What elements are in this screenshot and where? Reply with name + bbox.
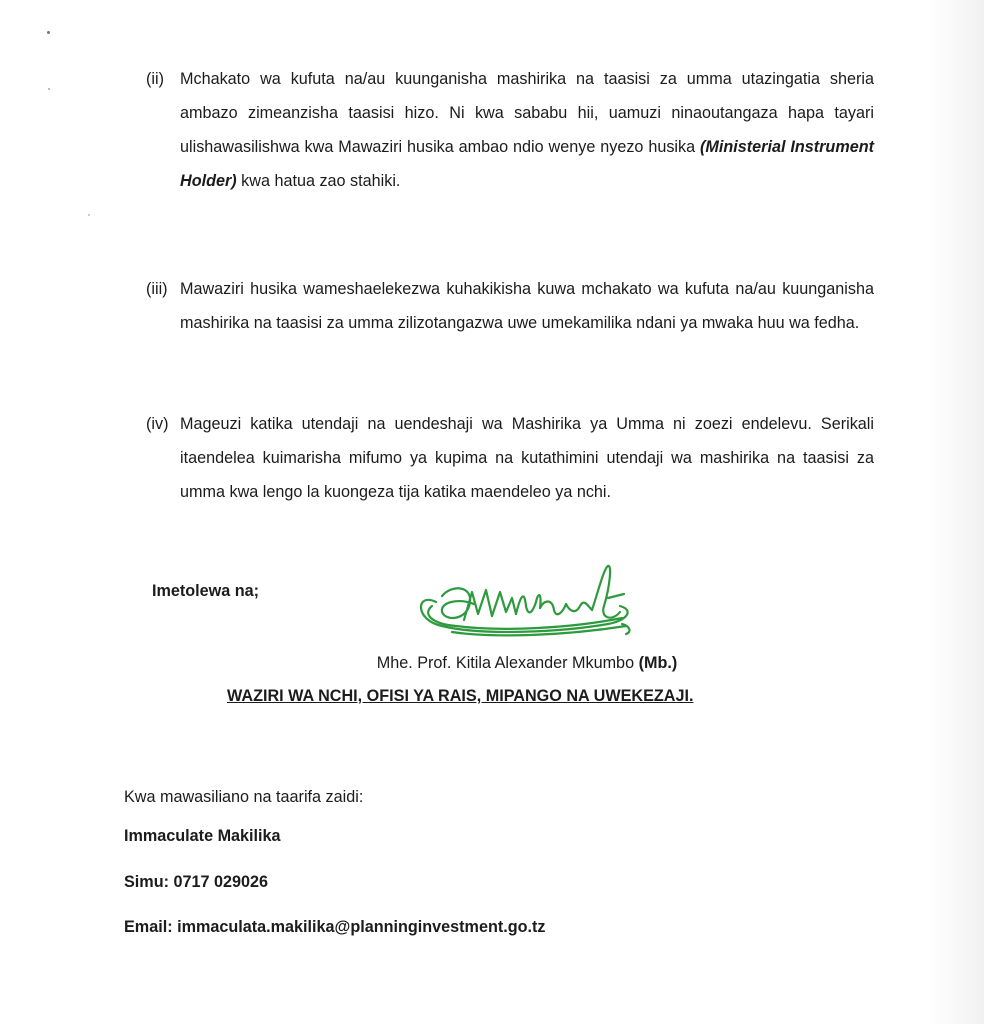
item-text: Mageuzi katika utendaji na uendeshaji wa Mashirika ya Umma ni zoezi endelevu. Serikali itaendelea kuimarisha mifumo ya kupima na kutathimini utendaji wa mashirika na taasisi za umma kwa lengo la kuongeza tija katika maendeleo ya nchi. xyxy=(180,415,874,501)
item-text xyxy=(180,62,874,198)
list-item-iii xyxy=(146,272,874,340)
office-title: WAZIRI WA NCHI, OFISI YA RAIS, MIPANGO NA UWEKEZAJI. xyxy=(227,687,694,705)
item-text: Mawaziri husika wameshaelekezwa kuhakikisha kuwa mchakato wa kufuta na/au kuunganisha mashirika na taasisi za umma zilizotangazwa uwe umekamilika ndani ya mwaka huu wa fedha. xyxy=(180,280,874,332)
scan-speck xyxy=(48,88,50,90)
item-number: (iii) xyxy=(146,280,168,298)
scan-speck xyxy=(47,31,50,34)
item-text-part: Mchakato wa kufuta na/au kuunganisha mashirika na taasisi za umma utazingatia sheria ambazo zimeanzisha taasisi hizo. Ni kwa sababu hii, uamuzi ninaoutangaza hapa tayari ulishawasilishwa kwa Mawaziri husika ambao ndio wenye nyezo husika xyxy=(180,70,874,156)
contact-email: Email: immaculata.makilika@planninginvestment.go.tz xyxy=(124,918,546,936)
contact-name: Immaculate Makilika xyxy=(124,827,281,845)
item-number: (ii) xyxy=(146,70,164,88)
list-item-iv xyxy=(146,407,874,509)
contact-intro: Kwa mawasiliano na taarifa zaidi: xyxy=(124,788,364,806)
signer-suffix: (Mb.) xyxy=(638,654,678,672)
list-item-ii xyxy=(146,62,874,198)
signer-name: Mhe. Prof. Kitila Alexander Mkumbo xyxy=(376,654,635,672)
page-edge-shadow xyxy=(926,0,984,1024)
contact-phone: Simu: 0717 029026 xyxy=(124,873,268,891)
item-text-part: kwa hatua zao stahiki. xyxy=(236,172,401,190)
item-text-emphasis: (Ministerial Instrument Holder) xyxy=(180,138,874,190)
scan-speck xyxy=(88,214,90,216)
item-number: (iv) xyxy=(146,415,169,433)
issued-by-label: Imetolewa na; xyxy=(152,582,260,600)
handwritten-signature xyxy=(412,562,640,650)
signer-line xyxy=(0,654,984,673)
